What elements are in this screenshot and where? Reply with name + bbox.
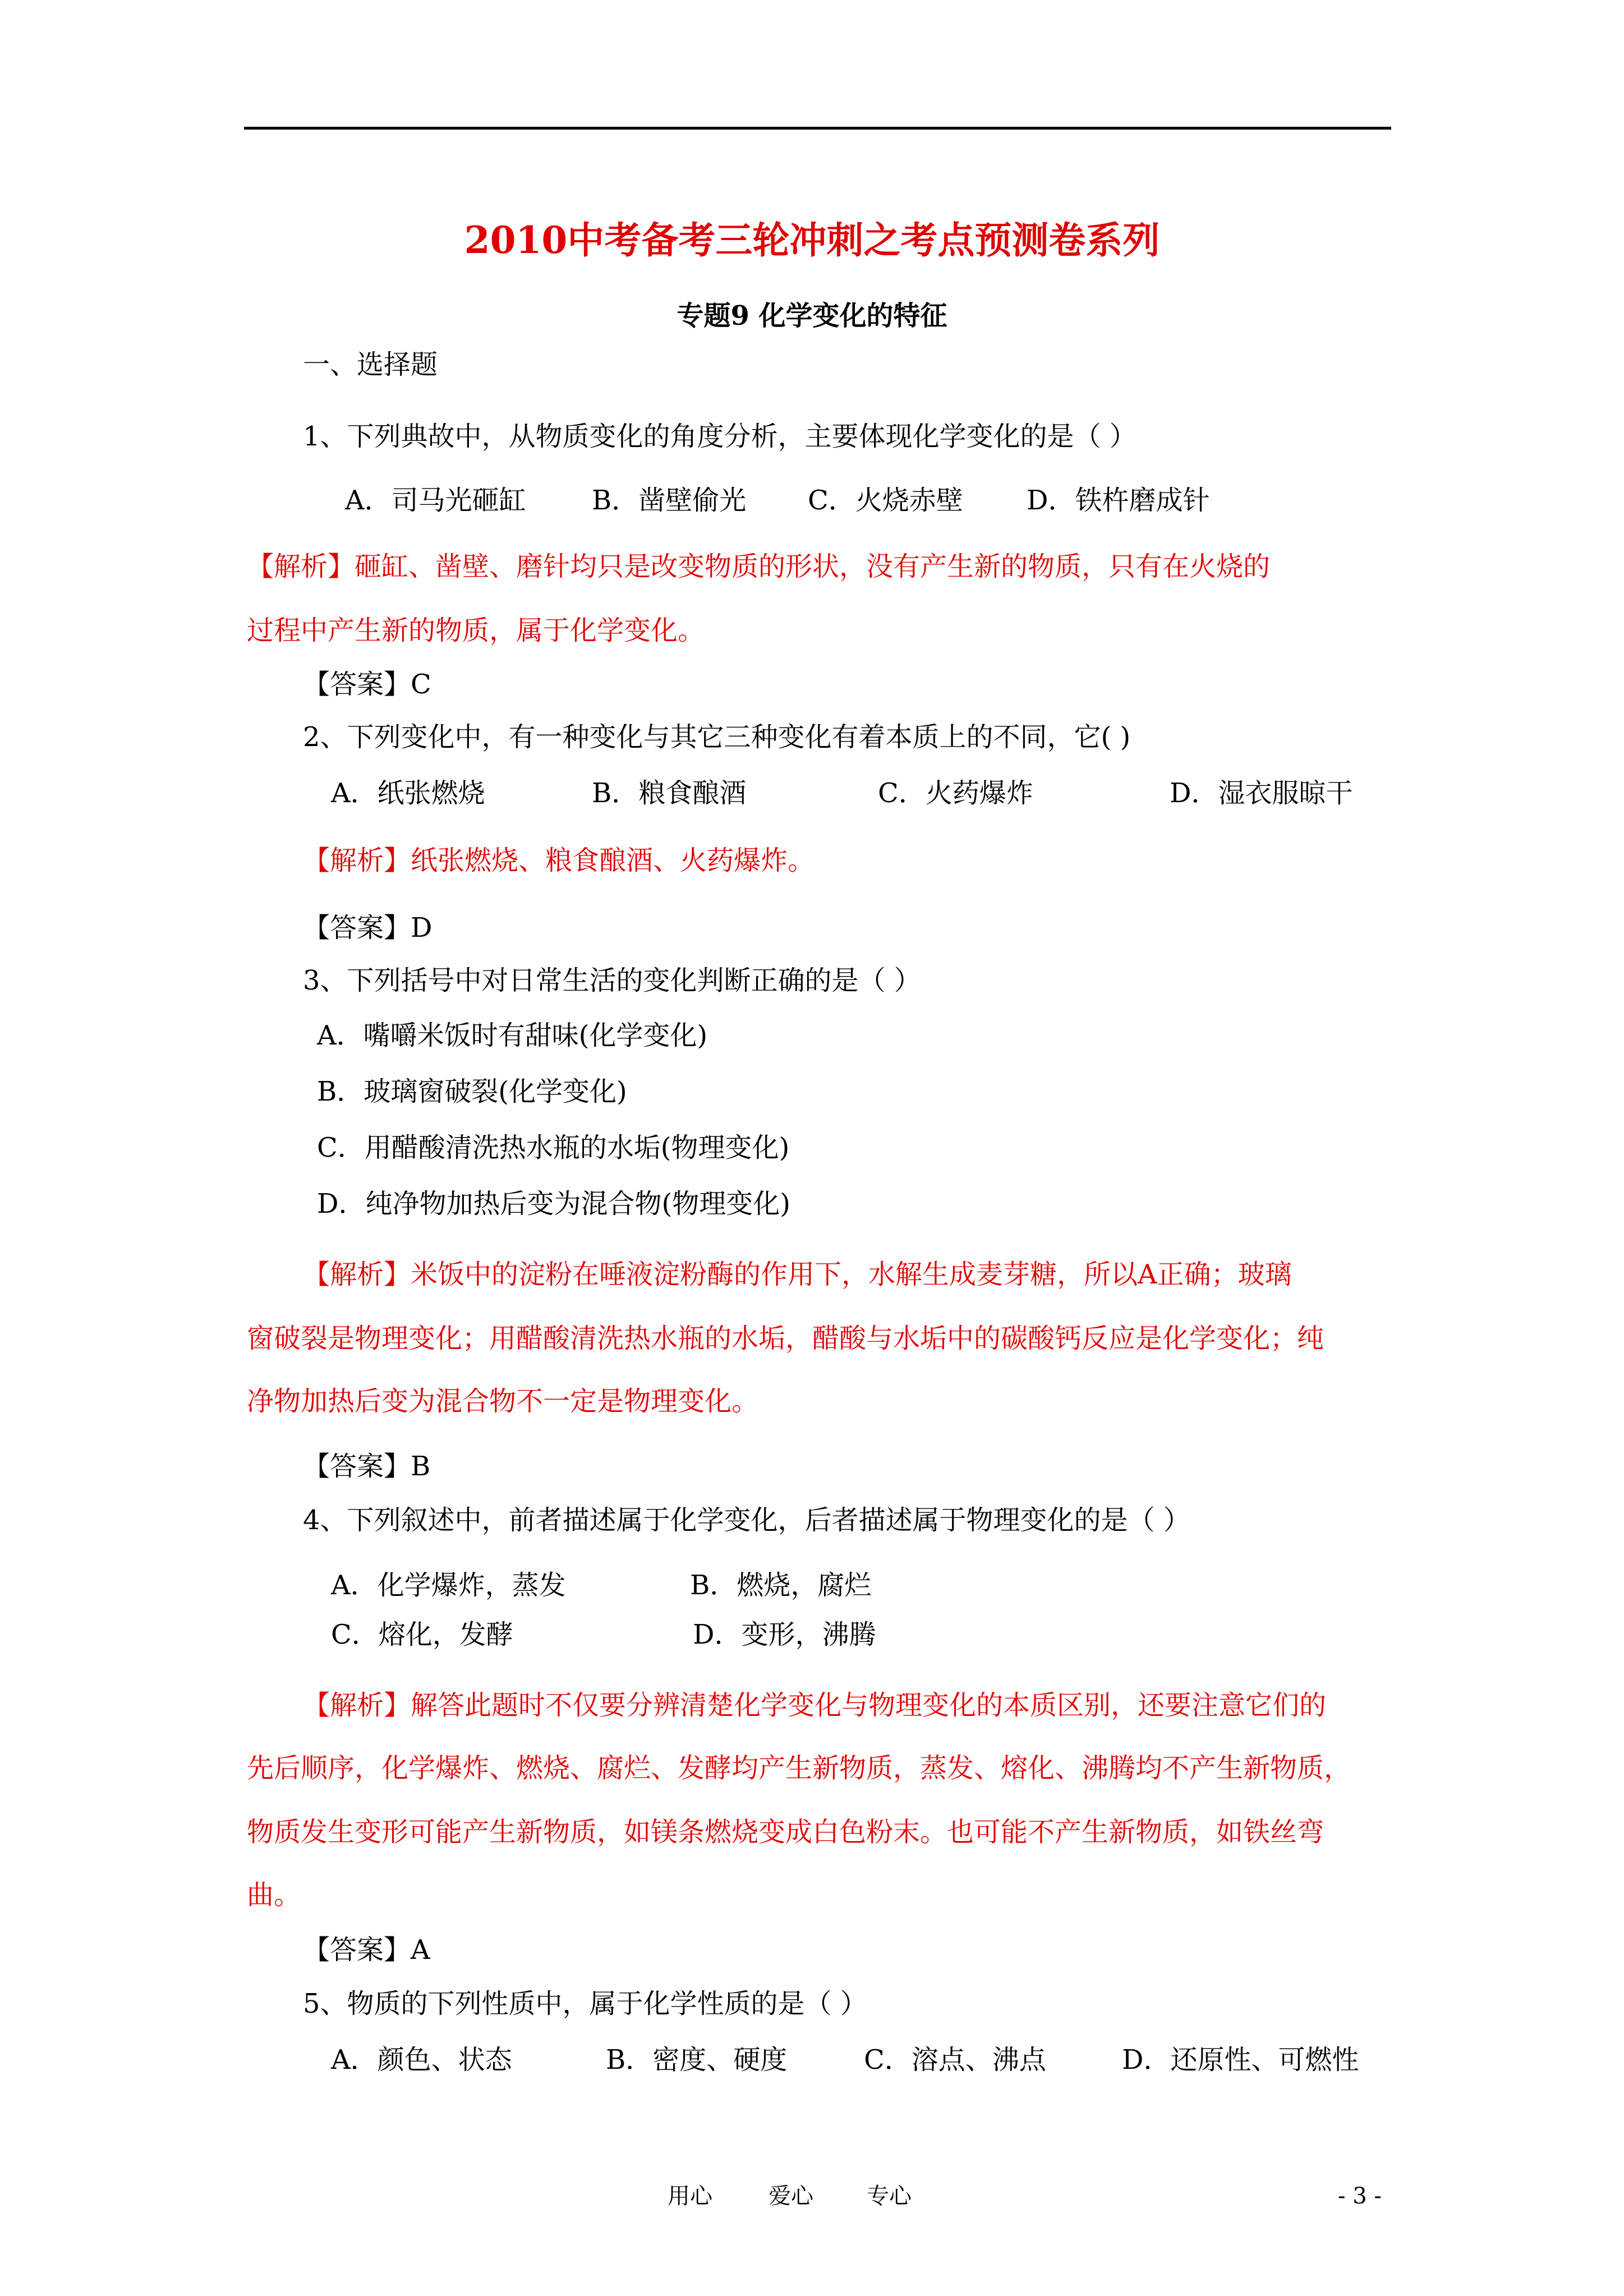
question-3-analysis-line-1: 【解析】米饭中的淀粉在唾液淀粉酶的作用下，水解生成麦芽糖，所以A正确；玻璃 <box>303 1259 1292 1290</box>
question-5-option-d: D．还原性、可燃性 <box>1122 2044 1359 2076</box>
question-5-option-a: A．颜色、状态 <box>331 2044 512 2076</box>
question-1-analysis-line-2: 过程中产生新的物质，属于化学变化。 <box>247 615 705 646</box>
question-3-stem: 3、下列括号中对日常生活的变化判断正确的是（ ） <box>303 965 921 996</box>
footer-middle: 爱心 <box>769 2183 813 2209</box>
question-3-option-d: D．纯净物加热后变为混合物(物理变化) <box>317 1188 790 1220</box>
question-4-analysis-line-2: 先后顺序，化学爆炸、燃烧、腐烂、发酵均产生新物质，蒸发、熔化、沸腾均不产生新物质， <box>247 1752 1351 1784</box>
footer-right: 专心 <box>867 2183 912 2209</box>
question-2-stem: 2、下列变化中，有一种变化与其它三种变化有着本质上的不同，它( ) <box>303 721 1131 753</box>
question-4-option-c: C．熔化，发酵 <box>331 1619 513 1650</box>
footer-left: 用心 <box>668 2183 712 2209</box>
question-2-analysis-line-1: 【解析】纸张燃烧、粮食酿酒、火药爆炸。 <box>303 845 815 876</box>
question-4-analysis-line-4: 曲。 <box>247 1879 301 1911</box>
section-heading: 一、选择题 <box>303 349 438 380</box>
question-5-stem: 5、物质的下列性质中，属于化学性质的是（ ） <box>303 1988 867 2019</box>
question-1-answer: 【答案】C <box>303 669 431 700</box>
question-3-option-b: B．玻璃窗破裂(化学变化) <box>317 1076 627 1107</box>
question-4-analysis-line-3: 物质发生变形可能产生新物质，如镁条燃烧变成白色粉末。也可能不产生新物质，如铁丝弯 <box>247 1816 1324 1848</box>
question-3-option-a: A．嘴嚼米饭时有甜味(化学变化) <box>317 1020 708 1051</box>
question-5-option-c: C．溶点、沸点 <box>864 2044 1046 2076</box>
question-1-stem: 1、下列典故中，从物质变化的角度分析，主要体现化学变化的是（ ） <box>303 421 1137 452</box>
question-3-analysis-line-2: 窗破裂是物理变化；用醋酸清洗热水瓶的水垢，醋酸与水垢中的碳酸钙反应是化学变化；纯 <box>247 1323 1324 1354</box>
question-1-option-a: A．司马光砸缸 <box>345 485 526 516</box>
question-4-stem: 4、下列叙述中，前者描述属于化学变化，后者描述属于物理变化的是（ ） <box>303 1504 1190 1536</box>
question-4-option-b: B．燃烧，腐烂 <box>690 1570 872 1601</box>
question-2-option-b: B．粮食酿酒 <box>592 777 747 809</box>
question-4-option-a: A．化学爆炸，蒸发 <box>331 1570 566 1601</box>
question-3-analysis-line-3: 净物加热后变为混合物不一定是物理变化。 <box>247 1386 759 1417</box>
document-title: 2010中考备考三轮冲刺之考点预测卷系列 <box>464 218 1160 262</box>
question-4-option-d: D．变形，沸腾 <box>693 1619 876 1650</box>
question-2-option-d: D．湿衣服晾干 <box>1170 777 1353 809</box>
question-2-option-c: C．火药爆炸 <box>878 777 1033 809</box>
question-4-answer: 【答案】A <box>303 1934 430 1966</box>
question-2-option-a: A．纸张燃烧 <box>331 777 485 809</box>
question-5-option-b: B．密度、硬度 <box>606 2044 788 2076</box>
page-number: - 3 - <box>1338 2183 1382 2209</box>
question-1-option-d: D．铁杵磨成针 <box>1027 485 1210 516</box>
question-4-analysis-line-1: 【解析】解答此题时不仅要分辨清楚化学变化与物理变化的本质区别，还要注意它们的 <box>303 1690 1327 1721</box>
question-1-option-b: B．凿壁偷光 <box>592 485 747 516</box>
question-1-analysis-line-1: 【解析】砸缸、凿壁、磨针均只是改变物质的形状，没有产生新的物质，只有在火烧的 <box>247 551 1271 582</box>
header-rule <box>244 127 1391 130</box>
question-3-option-c: C．用醋酸清洗热水瓶的水垢(物理变化) <box>317 1132 790 1163</box>
topic-subtitle: 专题9 化学变化的特征 <box>677 300 947 332</box>
question-2-answer: 【答案】D <box>303 912 433 944</box>
question-3-answer: 【答案】B <box>303 1451 431 1482</box>
question-1-option-c: C．火烧赤壁 <box>808 485 963 516</box>
